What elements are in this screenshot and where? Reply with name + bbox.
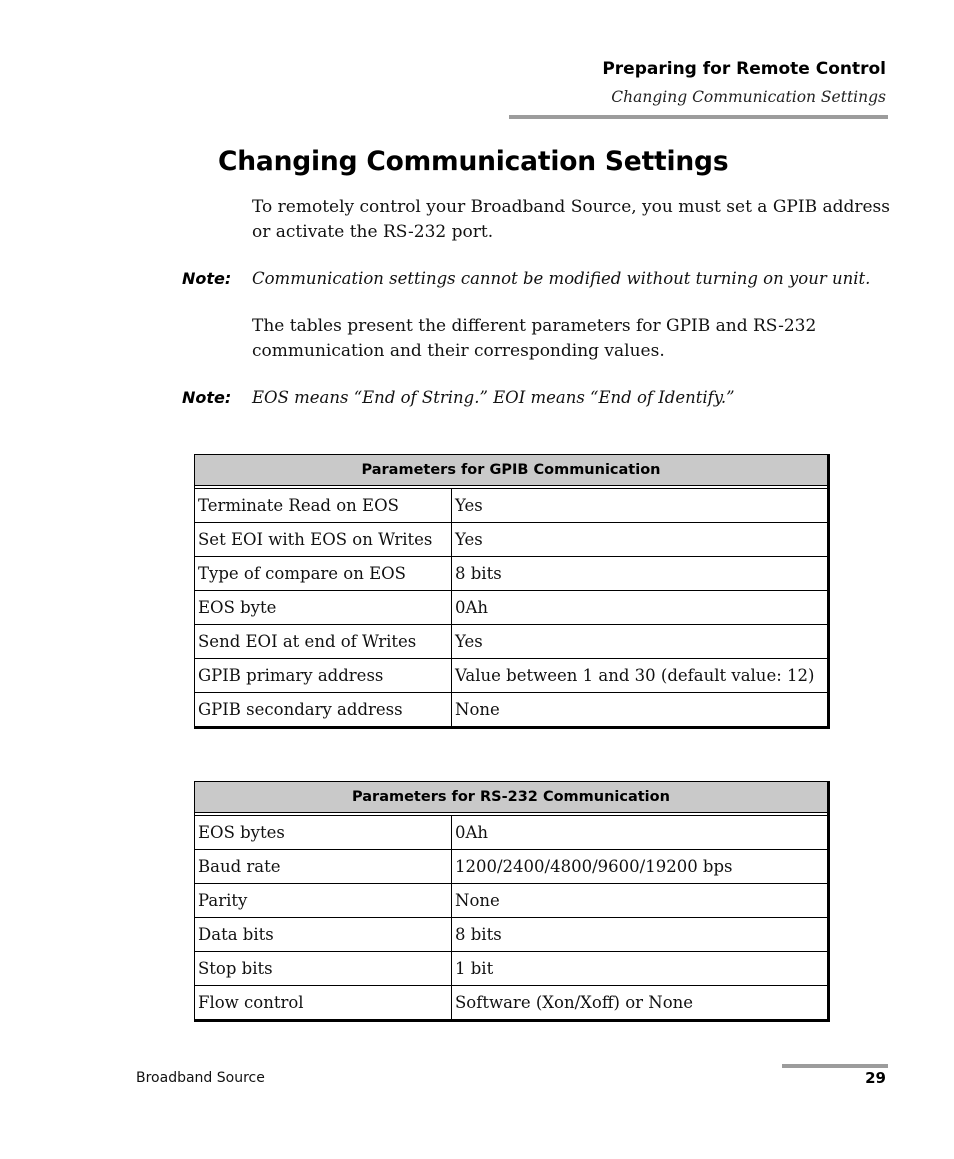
table-header: Parameters for GPIB Communication [195, 455, 829, 486]
note-text: EOS means “End of String.” EOI means “End of Identify.” [252, 388, 735, 407]
table-row [195, 523, 829, 557]
table-row [195, 850, 829, 884]
table-row [195, 591, 829, 625]
table-row [195, 952, 829, 986]
table-row [195, 557, 829, 591]
parameter-name: EOS bytes [195, 816, 452, 850]
header-rule [509, 115, 888, 119]
parameter-value: None [452, 884, 829, 918]
parameter-value: 0Ah [452, 816, 829, 850]
parameter-value: Yes [452, 523, 829, 557]
note-label: Note: [182, 388, 232, 407]
parameter-name: Baud rate [195, 850, 452, 884]
table-header: Parameters for RS-232 Communication [195, 782, 829, 813]
table-header-row [195, 455, 829, 486]
table-row [195, 884, 829, 918]
tables-intro-paragraph: The tables present the different parameters for GPIB and RS-232 communication and their corresponding values. [252, 316, 817, 361]
footer-product-name: Broadband Source [136, 1070, 265, 1086]
rs232-parameters-table [194, 781, 830, 1022]
table-body [195, 813, 829, 1021]
table-row [195, 918, 829, 952]
parameter-name: Terminate Read on EOS [195, 489, 452, 523]
table-row [195, 693, 829, 728]
parameter-value: Yes [452, 625, 829, 659]
parameter-value: 8 bits [452, 557, 829, 591]
parameter-value: 0Ah [452, 591, 829, 625]
parameter-value: 1200/2400/4800/9600/19200 bps [452, 850, 829, 884]
parameter-value: Yes [452, 489, 829, 523]
table-row [195, 816, 829, 850]
table-row [195, 489, 829, 523]
intro-paragraph: To remotely control your Broadband Source, you must set a GPIB address or activate the RS-232 port. [252, 197, 891, 242]
parameter-name: Flow control [195, 986, 452, 1021]
parameter-value: Value between 1 and 30 (default value: 12) [452, 659, 829, 693]
parameter-name: Set EOI with EOS on Writes [195, 523, 452, 557]
parameter-name: GPIB secondary address [195, 693, 452, 728]
parameter-name: Data bits [195, 918, 452, 952]
parameter-value: 1 bit [452, 952, 829, 986]
note-text: Communication settings cannot be modified without turning on your unit. [252, 269, 871, 288]
page-number: 29 [865, 1069, 886, 1087]
table-header-row [195, 782, 829, 813]
parameter-name: Parity [195, 884, 452, 918]
parameter-name: GPIB primary address [195, 659, 452, 693]
parameter-value: Software (Xon/Xoff) or None [452, 986, 829, 1021]
parameter-name: EOS byte [195, 591, 452, 625]
parameter-value: None [452, 693, 829, 728]
parameter-name: Stop bits [195, 952, 452, 986]
running-header [602, 58, 886, 107]
table-body [195, 486, 829, 728]
gpib-parameters-table [194, 454, 830, 729]
section-title: Changing Communication Settings [611, 88, 886, 106]
page-title: Changing Communication Settings [218, 146, 729, 177]
table-row [195, 986, 829, 1021]
parameter-name: Type of compare on EOS [195, 557, 452, 591]
note-label: Note: [182, 269, 232, 288]
table-row [195, 659, 829, 693]
chapter-title: Preparing for Remote Control [602, 59, 886, 79]
table-row [195, 625, 829, 659]
parameter-name: Send EOI at end of Writes [195, 625, 452, 659]
footer-rule [782, 1064, 888, 1068]
parameter-value: 8 bits [452, 918, 829, 952]
